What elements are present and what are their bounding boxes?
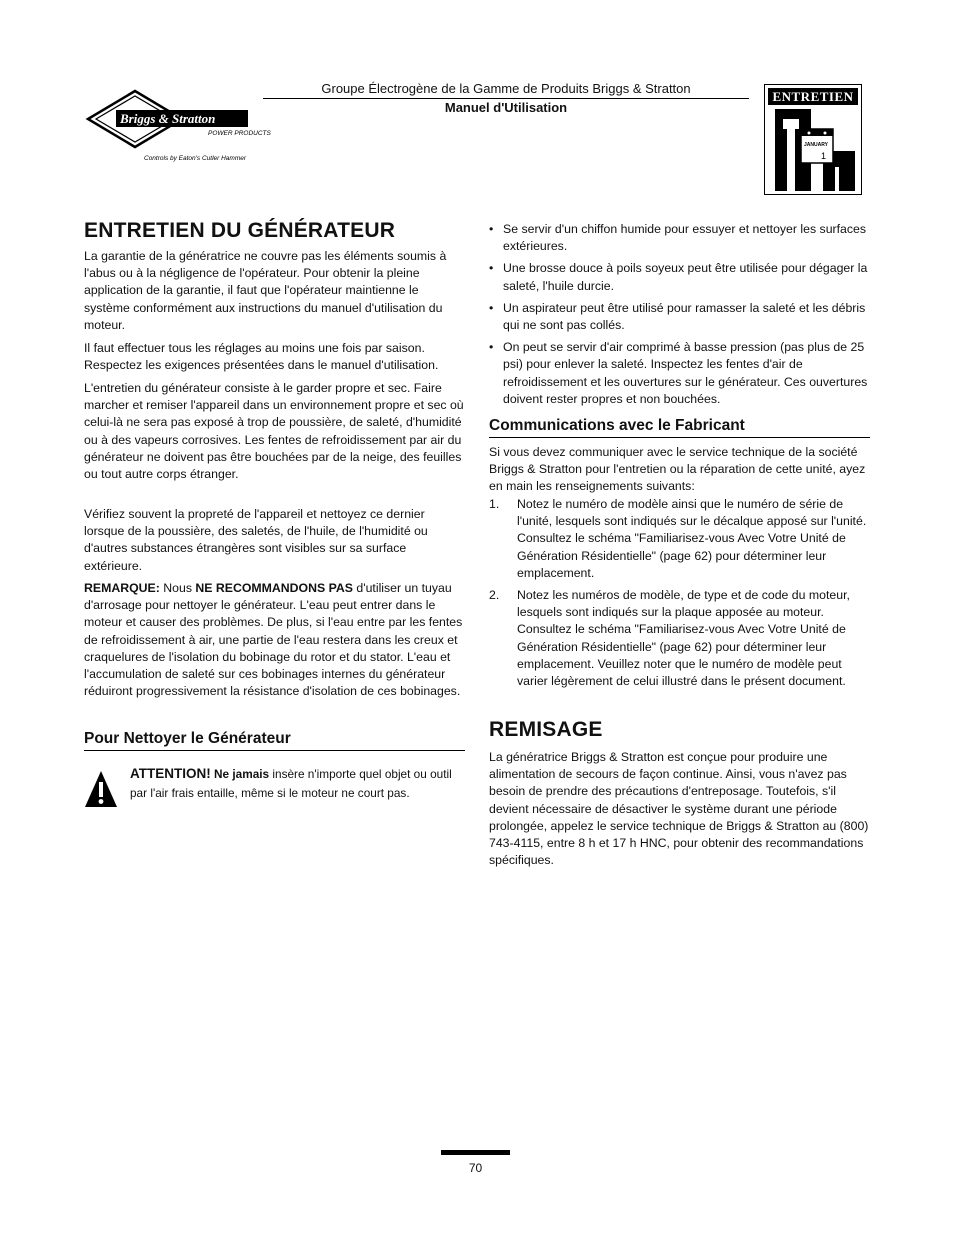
subheading-communications: Communications avec le Fabricant [489, 417, 870, 438]
list-item: 2. Notez les numéros de modèle, de type et de code du moteur, lesquels sont indiqués sur la plaque apposée au moteur. Consultez le schéma "Familiarisez-vous Avec Votre Unité de Génération Résidentielle" (page 62) pour déterminer leur emplacement. Veuillez noter que le numéro de modèle peut varier légèrement de celui illustré dans le présent document. [489, 588, 850, 689]
header-divider [263, 98, 749, 99]
note-emphasis: NE RECOMMANDONS PAS [195, 581, 353, 595]
warning-label: ATTENTION! [130, 766, 211, 781]
paragraph-warranty: La garantie de la génératrice ne couvre pas les éléments soumis à l'abus ou à la négligence de l'opérateur. Pour obtenir la pleine application de la garantie, il faut que l'opérateur maintienne le système conformément aux instructions du manuel d'utilisation du moteur. [84, 249, 447, 332]
subheading-cleaning: Pour Nettoyer le Générateur [84, 730, 465, 751]
paragraph-maintenance: L'entretien du générateur consiste à le garder propre et sec. Faire marcher et remiser l'appareil dans un environnement propre et sec où celui-là ne sera pas exposé à trop de poussière, de saleté, d'humidité ou à des vapeurs corrosives. Les fentes de refroidissement par air du générateur ne doivent pas être bouchées par de la neige, des feuilles ou tout autre corps étranger. [84, 381, 464, 482]
svg-text:Controls by Eaton's Cutler Ham: Controls by Eaton's Cutler Hammer [144, 155, 247, 162]
cleaning-bullet-list [489, 221, 870, 413]
section-heading-entretien: ENTRETIEN DU GÉNÉRATEUR [84, 219, 396, 242]
document-title: Groupe Électrogène de la Gamme de Produits Briggs & Stratton [321, 81, 691, 96]
svg-text:JANUARY: JANUARY [804, 142, 828, 148]
list-item: • Se servir d'un chiffon humide pour essuyer et nettoyer les surfaces extérieures. [489, 222, 867, 254]
warning-text: ATTENTION! Ne jamais insère n'importe quel objet ou outil par l'air frais entaille, même si le moteur ne court pas. [130, 766, 452, 801]
list-item: • Un aspirateur peut être utilisé pour ramasser la saleté et les débris qui ne sont pas collés. [489, 300, 866, 333]
badge-label: ENTRETIEN [768, 88, 858, 105]
svg-text:POWER PRODUCTS: POWER PRODUCTS [208, 130, 271, 137]
paragraph-cleanliness: Vérifiez souvent la propreté de l'appareil et nettoyez ce dernier lorsque de la poussière, des saletés, de l'huile, de l'humidité ou d'autres substances étrangères sont visibles sur sa surface extérieure. [84, 507, 428, 573]
paragraph-adjustments: Il faut effectuer tous les réglages au moins une fois par saison. Respectez les exigences présentées dans le manuel d'utilisation. [84, 341, 439, 373]
section-heading-remisage: REMISAGE [489, 718, 603, 741]
footer-bar [441, 1150, 510, 1155]
paragraph-communications-intro: Si vous devez communiquer avec le service technique de la société Briggs & Stratton pour l'entretien ou la réparation de cette unité, ayez en main les renseignements suivants: [489, 445, 866, 494]
list-item: 1. Notez le numéro de modèle ainsi que le numéro de série de l'unité, lesquels sont indiqués sur le décalque apposé sur l'unité. Consultez le schéma "Familiarisez-vous Avec Votre Unité de Génération Résidentielle" (page 62) pour déterminer leur emplacement. [489, 497, 867, 580]
warning-icon [84, 770, 118, 808]
svg-text:Briggs & Stratton: Briggs & Stratton [120, 111, 216, 126]
note-paragraph: REMARQUE: Nous NE RECOMMANDONS PAS d'utiliser un tuyau d'arrosage pour nettoyer le générateur. L'eau peut entrer dans le moteur et causer des problèmes. De plus, si l'eau entre par les fentes de refroidissement à air, une partie de l'eau restera dans les creux et craquelures de l'isolation du bobinage du rotor et du stator. L'eau et l'accumulation de saleté sur ces bobinages internes du générateur réduiront progressivement la résistance d'isolation de ces bobinages. [84, 581, 463, 699]
list-item: • Une brosse douce à poils soyeux peut être utilisée pour dégager la saleté, l'huile durcie. [489, 261, 868, 293]
maintenance-section-badge [764, 84, 862, 195]
list-item: • On peut se servir d'air comprimé à basse pression (pas plus de 25 psi) pour enlever la saleté. Inspectez les fentes d'air de refroidissement et les ouvertures sur le générateur. Ces ouvertures doivent rester propres et non bouchées. [489, 340, 868, 406]
document-subtitle: Manuel d'Utilisation [444, 100, 568, 115]
svg-text:1: 1 [821, 151, 827, 161]
wrench-calendar-icon [773, 109, 855, 191]
note-label: REMARQUE: [84, 581, 160, 595]
paragraph-remisage: La génératrice Briggs & Stratton est conçue pour produire une alimentation de secours de façon continue. Ainsi, vous n'avez pas besoin de prendre des précautions d'entreposage. Toutefois, s'il devient nécessaire de désactiver le système durant une période prolongée, appelez le service technique de Briggs & Stratton au (800) 743-4115, entre 8 h et 17 h HNC, pour obtenir des recommandations spécifiques. [489, 750, 869, 868]
briggs-stratton-logo [86, 88, 271, 164]
communications-numbered-list [489, 496, 870, 695]
page-number: 70 [468, 1161, 483, 1175]
warning-emphasis: Ne jamais [214, 767, 270, 781]
